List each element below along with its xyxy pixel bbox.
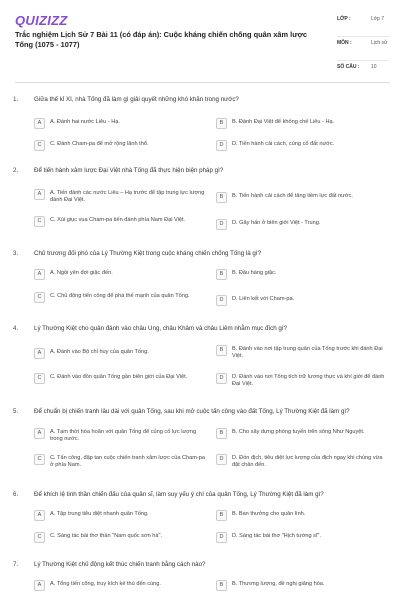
option-letter: D	[216, 219, 227, 230]
option-text: A. Tổng tiến công, truy kích kẻ thù đến cùng.	[50, 581, 161, 587]
option-text: D. Sáng tác bài thơ "Hịch tướng sĩ".	[232, 533, 322, 539]
option-letter: B	[216, 118, 227, 129]
meta-row-subject	[337, 37, 389, 61]
option-text: B. Cho xây dựng phòng tuyến trên sông Như Nguyệt.	[232, 429, 365, 435]
worksheet-meta	[337, 13, 389, 81]
option-letter: D	[216, 140, 227, 151]
option-text: D. Liên kết với Cham-pa.	[232, 296, 295, 302]
question-number: 5.	[13, 408, 19, 415]
option-text: C. Sáng tác bài thơ thần "Nam quốc sơn hà".	[50, 533, 163, 539]
meta-value: 10	[371, 64, 377, 70]
header-divider	[15, 82, 390, 83]
option-letter: C	[34, 532, 45, 543]
option-text: A. Tập trung tiêu diệt nhanh quân Tống.	[50, 511, 149, 517]
quizizz-logo: QUIZIZZ	[15, 13, 68, 28]
meta-row-grade	[337, 13, 389, 37]
option-text: C. Xúi giục vua Cham-pa tiến đánh phía Nam Đại Việt.	[50, 217, 186, 223]
option-letter: D	[216, 373, 227, 384]
option-letter: D	[216, 532, 227, 543]
question-text: Giữa thế kỉ XI, nhà Tống đã làm gì giải quyết những khó khăn trong nước?	[34, 96, 239, 103]
option-letter: A	[34, 269, 45, 280]
option-text: D. Đánh vào nơi Tống tích trữ lương thực và khí giới để đánh Đại Việt.	[232, 374, 385, 388]
option-text: B. Đánh vào nơi tập trung quân của Tống trước khi đánh Đại Việt.	[232, 346, 383, 360]
option-letter: C	[34, 216, 45, 227]
option-text: C. Đánh Cham-pa để mở rộng lãnh thổ.	[50, 141, 149, 147]
question-text: Để khích lệ tinh thần chiến đấu của quân sĩ, làm suy yếu ý chí của quân Tống, Lý Thường Kiệt đã làm gì?	[34, 491, 324, 498]
question-number: 2.	[13, 167, 19, 174]
option-letter: B	[216, 269, 227, 280]
option-text: C. Chủ động tiến công để phá thế mạnh của quân Tống.	[50, 293, 190, 299]
option-text: A. Tiến đánh các nước Liêu – Hạ trước để tập trung lực lượng đánh Đại Việt.	[50, 190, 205, 204]
question-number: 6.	[13, 491, 19, 498]
worksheet-title: Trắc nghiệm Lịch Sử 7 Bài 11 (có đáp án): Cuộc kháng chiến chống quân xâm lược Tống (1075 - 1077)	[15, 30, 307, 49]
option-letter: D	[216, 295, 227, 306]
option-letter: C	[34, 454, 45, 465]
option-text: B. Đầu hàng giặc.	[232, 270, 277, 276]
meta-label: MÔN :	[337, 40, 352, 46]
option-letter: C	[34, 292, 45, 303]
option-text: D. Gây hấn ở biên giới Việt - Trung.	[232, 220, 321, 226]
option-text: A. Đánh vào Bộ chỉ huy của quân Tống.	[50, 349, 149, 355]
option-letter: A	[34, 428, 45, 439]
meta-label: SỐ CÂU :	[337, 64, 360, 70]
option-text: B. Tiến hành cải cách để tăng tiềm lực đất nước.	[232, 193, 353, 199]
option-text: B. Thương lượng, đề nghị giảng hòa.	[232, 581, 325, 587]
option-letter: B	[216, 428, 227, 439]
option-letter: D	[216, 454, 227, 465]
option-text: A. Ngồi yên đợi giặc đến.	[50, 270, 113, 276]
meta-label: LỚP :	[337, 16, 351, 22]
option-letter: B	[216, 192, 227, 203]
option-letter: A	[34, 189, 45, 200]
question-number: 4.	[13, 325, 19, 332]
option-letter: C	[34, 373, 45, 384]
option-letter: A	[34, 580, 45, 591]
question-text: Để tiến hành xâm lược Đại Việt nhà Tống đã thực hiện biện pháp gì?	[34, 167, 224, 174]
question-text: Lý Thường Kiệt cho quân đánh vào châu Ung, châu Khâm và châu Liêm nhằm mục đích gì?	[34, 325, 287, 332]
option-text: B. Ban thưởng cho quân lính.	[232, 511, 306, 517]
option-letter: A	[34, 118, 45, 129]
worksheet-header	[0, 0, 400, 82]
option-text: D. Tiến hành cải cách, củng cố đất nước.	[232, 141, 335, 147]
meta-row-count	[337, 61, 389, 81]
option-letter: B	[216, 510, 227, 521]
question-text: Chủ trương đối phó của Lý Thường Kiệt trong cuộc kháng chiến chống Tống là gì?	[34, 250, 262, 257]
option-text: D. Đón địch, tiêu diệt lực lượng của địch ngay khi chúng vừa đặt chân đến.	[232, 455, 383, 469]
question-text: Lý Thường Kiệt chủ động kết thúc chiến tranh bằng cách nào?	[34, 561, 206, 568]
meta-value: Lớp 7	[371, 16, 385, 22]
option-letter: B	[216, 345, 227, 356]
option-text: C. Tấn công, đập tan cuộc chiến tranh xâm lược của Cham-pa ở phía Nam.	[50, 455, 206, 469]
option-text: C. Đánh vào đồn quân Tống gần biên giới của Đại Việt.	[50, 374, 188, 380]
question-number: 1.	[13, 96, 19, 103]
option-text: B. Đánh Đại Việt để khống chế Liêu - Hạ.	[232, 119, 335, 125]
option-letter: C	[34, 140, 45, 151]
option-letter: A	[34, 510, 45, 521]
meta-value: Lịch sử	[371, 40, 388, 46]
question-text: Để chuẩn bị chiến tranh lâu dài với quân Tống, sau khi mở cuộc tấn công vào đất Tống, Lý Thường Kiệt đã làm gì?	[34, 408, 350, 415]
option-text: A. Đánh hai nước Liêu - Hạ.	[50, 119, 120, 125]
option-letter: B	[216, 580, 227, 591]
option-letter: A	[34, 348, 45, 359]
question-number: 7.	[13, 561, 19, 568]
question-number: 3.	[13, 250, 19, 257]
option-text: A. Tạm thời hòa hoãn với quân Tống để củng cố lực lượng trong nước.	[50, 429, 197, 443]
